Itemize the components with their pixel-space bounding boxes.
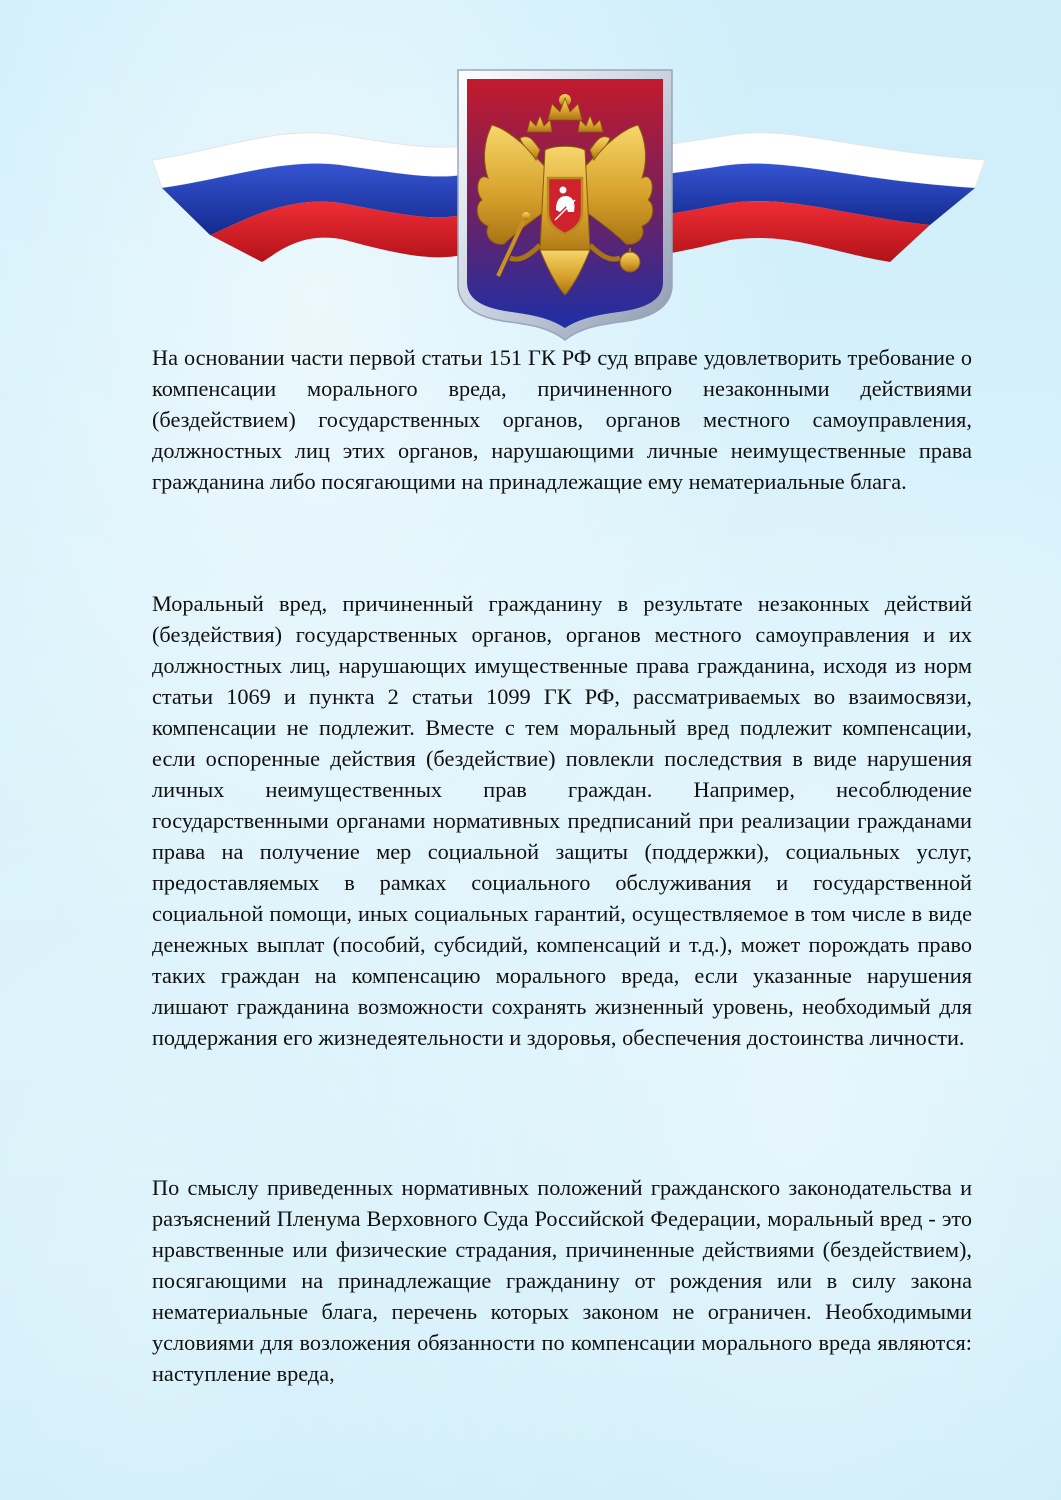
- header-emblem: [0, 0, 1061, 345]
- paragraph-2: Моральный вред, причиненный гражданину в результате незаконных действий (бездействия) государственных органов, органов местного самоуправления и их должностных лиц, нарушающих имущественные права гражданина, исходя из норм статьи 1069 и пункта 2 статьи 1099 ГК РФ, рассматриваемых во взаимосвязи, компенсации не подлежит. Вместе с тем моральный вред подлежит компенсации, если оспоренные действия (бездействие) повлекли последствия в виде нарушения личных неимущественных прав граждан. Например, несоблюдение государственными органами нормативных предписаний при реализации гражданами права на получение мер социальной защиты (поддержки), социальных услуг, предоставляемых в рамках социального обслуживания и государственной социальной помощи, иных социальных гарантий, осуществляемое в том числе в виде денежных выплат (пособий, субсидий, компенсаций и т.д.), может порождать право таких граждан на компенсацию морального вреда, если указанные нарушения лишают гражданина возможности сохранять жизненный уровень, необходимый для поддержания его жизнедеятельности и здоровья, обеспечения достоинства личности.: [152, 591, 972, 1050]
- paragraph-1: На основании части первой статьи 151 ГК РФ суд вправе удовлетворить требование о компенсации морального вреда, причиненного незаконными действиями (бездействием) государственных органов, органов местного самоуправления, должностных лиц этих органов, нарушающими личные неимущественные права гражданина либо посягающими на принадлежащие ему нематериальные блага.: [152, 345, 972, 494]
- russian-tricolor-ribbon-icon: [0, 0, 1061, 345]
- paragraph-3: По смыслу приведенных нормативных положений гражданского законодательства и разъяснений Пленума Верховного Суда Российской Федерации, моральный вред - это нравственные или физические страдания, причиненные действиями (бездействием), посягающими на принадлежащие гражданину от рождения или в силу закона нематериальные блага, перечень которых законом не ограничен. Необходимыми условиями для возложения обязанности по компенсации морального вреда являются: наступление вреда,: [152, 1175, 972, 1386]
